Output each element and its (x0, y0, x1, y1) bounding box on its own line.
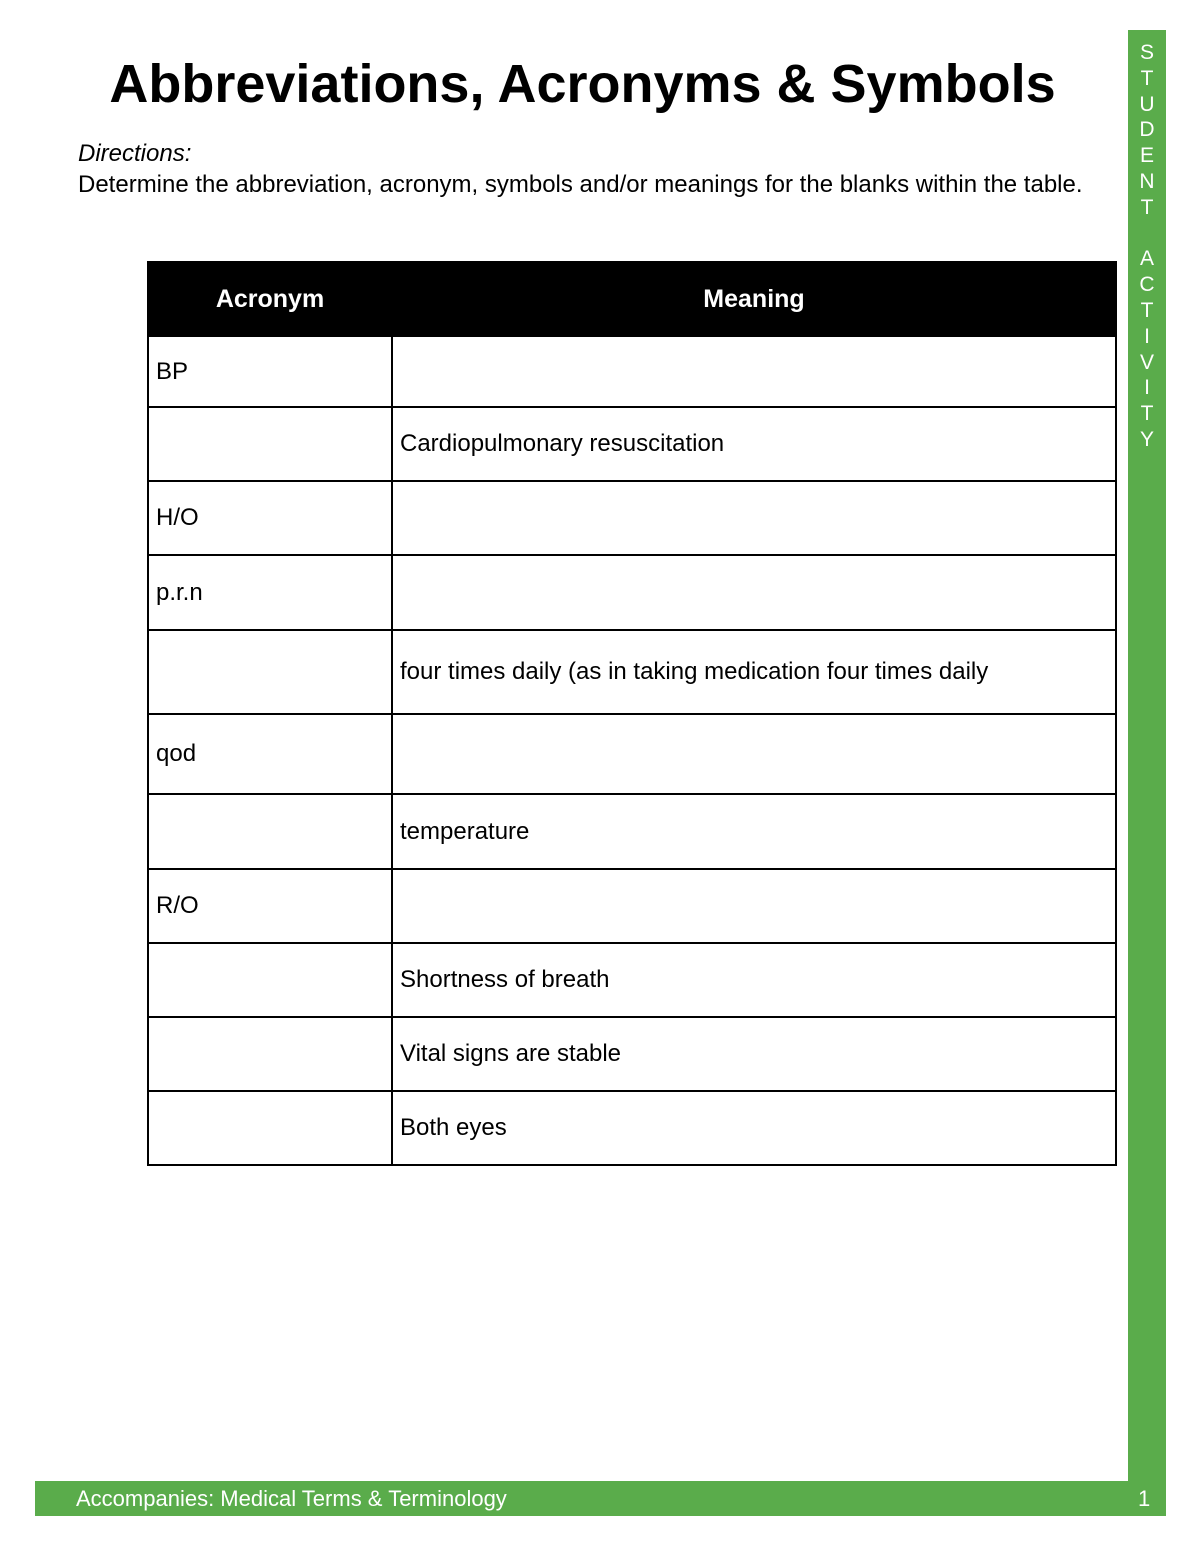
meaning-cell: temperature (392, 794, 1116, 869)
acronym-cell: H/O (148, 481, 392, 555)
table-row (148, 794, 1116, 869)
acronym-cell (148, 943, 392, 1017)
table-row (148, 714, 1116, 794)
meaning-cell: Cardiopulmonary resuscitation (392, 407, 1116, 481)
acronym-cell: qod (148, 714, 392, 794)
page-title: Abbreviations, Acronyms & Symbols (109, 54, 1056, 114)
acronym-column-header: Acronym (148, 262, 392, 336)
table-row (148, 1017, 1116, 1091)
acronym-cell (148, 1017, 392, 1091)
table-row (148, 630, 1116, 714)
acronym-cell (148, 794, 392, 869)
meaning-cell: Shortness of breath (392, 943, 1116, 1017)
table-row (148, 943, 1116, 1017)
table-header-row (148, 262, 1116, 336)
acronym-cell: BP (148, 336, 392, 407)
directions-text: Determine the abbreviation, acronym, symbols and/or meanings for the blanks within the table. (78, 171, 1083, 198)
meaning-cell (392, 555, 1116, 630)
acronym-cell (148, 1091, 392, 1165)
meaning-cell: Vital signs are stable (392, 1017, 1116, 1091)
meaning-column-header: Meaning (392, 262, 1116, 336)
acronym-cell: R/O (148, 869, 392, 943)
meaning-cell (392, 336, 1116, 407)
table-row (148, 481, 1116, 555)
table-row (148, 869, 1116, 943)
meaning-cell: four times daily (as in taking medication four times daily (392, 630, 1116, 714)
table-row (148, 555, 1116, 630)
meaning-cell (392, 869, 1116, 943)
meaning-cell (392, 481, 1116, 555)
footer-text: Accompanies: Medical Terms & Terminology (76, 1486, 507, 1511)
acronym-cell (148, 407, 392, 481)
abbreviations-table (147, 261, 1117, 1166)
meaning-cell (392, 714, 1116, 794)
directions-label: Directions: (78, 140, 192, 167)
table-row (148, 407, 1116, 481)
acronym-cell: p.r.n (148, 555, 392, 630)
meaning-cell: Both eyes (392, 1091, 1116, 1165)
student-activity-label: S T U D E N T A C T I V I T Y (1139, 41, 1155, 451)
table-row (148, 1091, 1116, 1165)
table-row (148, 336, 1116, 407)
page-number: 1 (1138, 1486, 1151, 1511)
acronym-cell (148, 630, 392, 714)
